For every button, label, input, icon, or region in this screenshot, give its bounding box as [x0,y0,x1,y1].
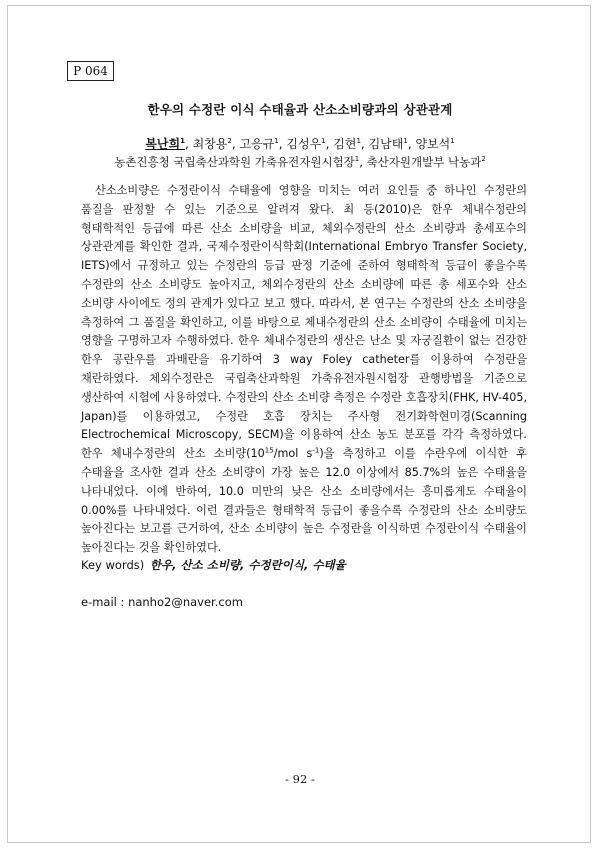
keywords-label: Key words) [81,558,145,572]
affiliation: 농촌진흥청 국립축산과학원 가축유전자원시험장$^1$, 축산자원개발부 낙농과$^2$ [114,155,486,169]
author-list: 복난희$^1$, 최창용$^2$, 고응규$^1$, 김성우$^1$, 김현$^1$, 김남태$^1$, 양보석$^1$ [145,137,455,151]
email-address: nanho2@naver.com [128,595,243,609]
page-number: - 92 - [285,772,315,786]
paper-title: 한우의 수정란 이식 수태율과 산소소비량과의 상관관계 [147,102,453,117]
first-author: 복난희$^1$ [145,137,185,151]
email-line: e-mail : nanho2@naver.com [81,595,243,609]
keywords-value: 한우, 산소 소비량, 수정란이식, 수태율 [149,558,346,572]
email-label: e-mail [81,595,117,609]
presentation-code: P 064 [67,61,114,81]
author: 김남태$^1$ [368,137,408,151]
keywords [81,557,346,573]
author: 양보석$^1$ [415,137,455,151]
author: 고응규$^1$ [239,137,279,151]
abstract-body: 산소소비량은 수정란이식 수태율에 영향을 미치는 여러 요인들 중 하나인 수정란의 품질을 판정할 수 있는 기준으로 알려져 왔다. 최 등(2010)은 한우 체내수정란의 형태학적인 등급에 따른 산소 소비량을 비교, 체외수정란의 산소 소비량과 총세포수의 상관관계를 확인한 결과, 국제수정란이식학회(International Embryo Transfer Society, IETS)에서 규정하고 있는 수정란의 등급 판정 기준에 준하여 형태학적 등급이 좋을수록 수정란의 산소 소비량도 높아지고, 체외수정란의 산소 소비량에 따른 총 세포수와 산소 소비량 사이에도 정의 관계가 있다고 보고 했다. 따라서, 본 연구는 수정란의 산소 소비량을 측정하여 그 품질을 확인하고, 이를 바탕으로 체내수정란의 산소 소비량이 수태율에 미치는 영향을 구명하고자 수행하였다. 한우 체내수정란의 생산은 난소 및 자궁질환이 없는 건강한 한우 공란우를 과배란을 유기하여 3 way Foley catheter를 이용하여 수정란을 채란하였다. 체외수정란은 국립축산과학원 가축유전자원시험장 관행방법을 기준으로 생산하여 시험에 사용하였다. 수정란의 산소 소비량 측정은 수정란 호흡장치(FHK, HV-405, Japan)를 이용하였고, 수정란 호흡 장치는 주사형 전기화학현미경(Scanning Electrochemical Microscopy, SECM)을 이용하여 산소 농도 분포를 각각 측정하였다. 한우 체내수정란의 산소 소비량($10^{15}$/mol $s^{-1}$)을 측정하고 이를 수란우에 이식한 후 수태율을 조사한 결과 산소 소비량이 가장 높은 12.0 이상에서 85.7%의 높은 수태율을 나타내었다. 이에 반하여, 10.0 미만의 낮은 산소 소비량에서는 흥미롭게도 수태율이 0.00%를 나타내었다. 이런 결과들은 형태학적 등급이 좋을수록 수정란의 산소 소비량도 높아진다는 보고를 근거하여, 산소 소비량이 높은 수정란을 이식하면 수정란이식 수태율이 높아진다는 것을 확인하였다. [81,184,527,555]
author: 김현$^1$ [333,137,361,151]
author: 최창용$^2$ [192,137,232,151]
author: 김성우$^1$ [286,137,326,151]
